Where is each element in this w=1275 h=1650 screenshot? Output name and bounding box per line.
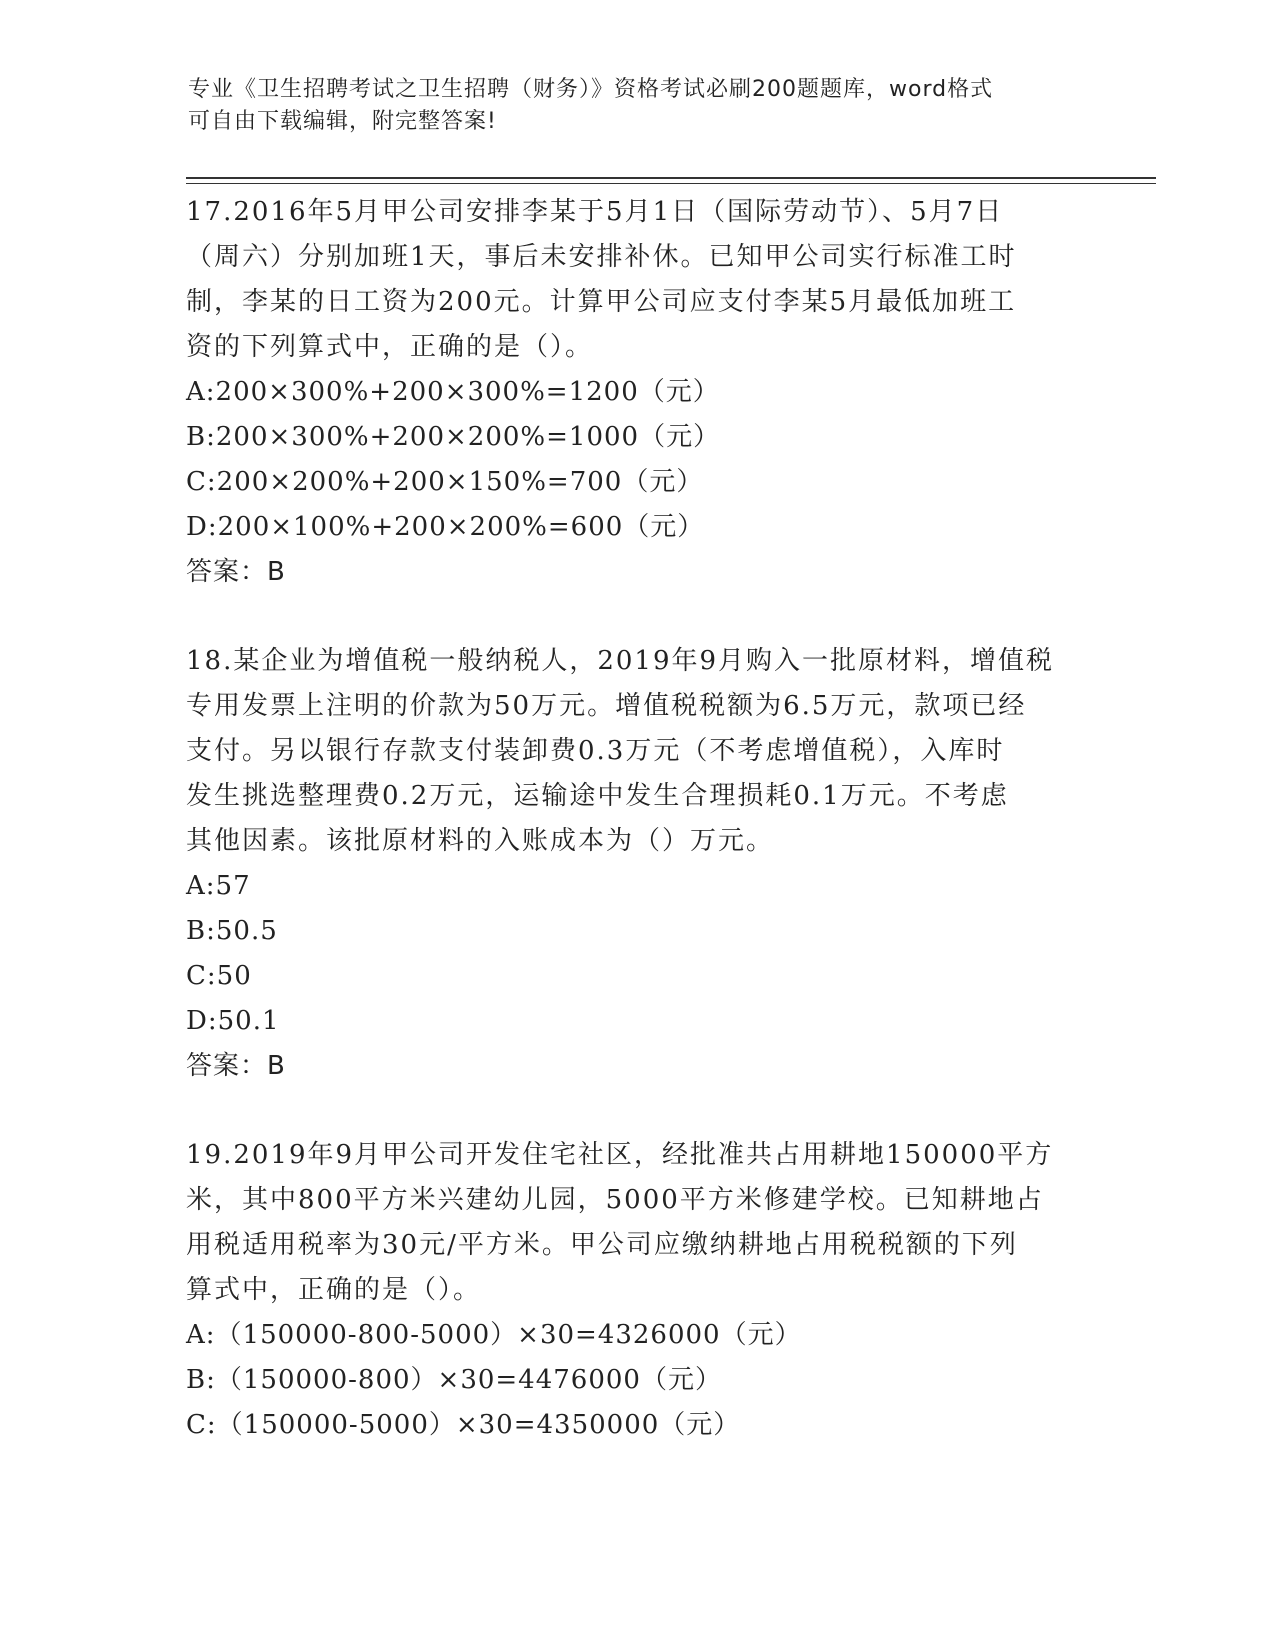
- question-17: [186, 190, 1086, 595]
- option-a: A:57: [186, 871, 251, 901]
- question-text-line: 发生挑选整理费0.2万元，运输途中发生合理损耗0.1万元。不考虑: [186, 781, 1009, 811]
- question-text-line: 支付。另以银行存款支付装卸费0.3万元（不考虑增值税），入库时: [186, 736, 1005, 766]
- question-text-line: 制，李某的日工资为200元。计算甲公司应支付李某5月最低加班工: [186, 287, 1017, 317]
- option-b: B:50.5: [186, 916, 278, 946]
- question-spacer: [186, 1089, 1086, 1133]
- question-text-line: 17.2016年5月甲公司安排李某于5月1日（国际劳动节）、5月7日: [186, 197, 1004, 227]
- question-text-line: 18.某企业为增值税一般纳税人，2019年9月购入一批原材料，增值税: [186, 646, 1055, 676]
- question-text-line: 算式中，正确的是（）。: [186, 1275, 482, 1305]
- answer-line: 答案：B: [186, 1051, 286, 1081]
- question-list: [186, 190, 1086, 1448]
- option-d: D:50.1: [186, 1006, 280, 1036]
- question-text-line: 米，其中800平方米兴建幼儿园，5000平方米修建学校。已知耕地占: [186, 1185, 1044, 1215]
- header-line-1: 专业《卫生招聘考试之卫生招聘（财务）》资格考试必刷200题题库，word格式: [188, 77, 994, 102]
- question-text-line: （周六）分别加班1天，事后未安排补休。已知甲公司实行标准工时: [186, 242, 1017, 272]
- option-d: D:200×100%+200×200%=600（元）: [186, 512, 705, 542]
- question-spacer: [186, 595, 1086, 639]
- option-c: C:（150000-5000）×30=4350000（元）: [186, 1410, 741, 1440]
- page-header: [188, 74, 1068, 138]
- question-text-line: 资的下列算式中，正确的是（）。: [186, 332, 594, 362]
- answer-line: 答案：B: [186, 557, 286, 587]
- question-text-line: 用税适用税率为30元/平方米。甲公司应缴纳耕地占用税税额的下列: [186, 1230, 1018, 1260]
- option-c: C:200×200%+200×150%=700（元）: [186, 467, 704, 497]
- option-b: B:（150000-800）×30=4476000（元）: [186, 1365, 722, 1395]
- header-divider-thin: [186, 183, 1156, 184]
- option-c: C:50: [186, 961, 252, 991]
- question-text-line: 19.2019年9月甲公司开发住宅社区，经批准共占用耕地150000平方: [186, 1140, 1054, 1170]
- option-a: A:200×300%+200×300%=1200（元）: [186, 377, 720, 407]
- option-b: B:200×300%+200×200%=1000（元）: [186, 422, 721, 452]
- header-divider-thick: [186, 177, 1156, 179]
- question-19: [186, 1133, 1086, 1448]
- header-line-2: 可自由下载编辑，附完整答案!: [188, 109, 497, 134]
- question-18: [186, 639, 1086, 1089]
- question-text-line: 其他因素。该批原材料的入账成本为（）万元。: [186, 826, 775, 856]
- question-text-line: 专用发票上注明的价款为50万元。增值税税额为6.5万元，款项已经: [186, 691, 1027, 721]
- option-a: A:（150000-800-5000）×30=4326000（元）: [186, 1320, 802, 1350]
